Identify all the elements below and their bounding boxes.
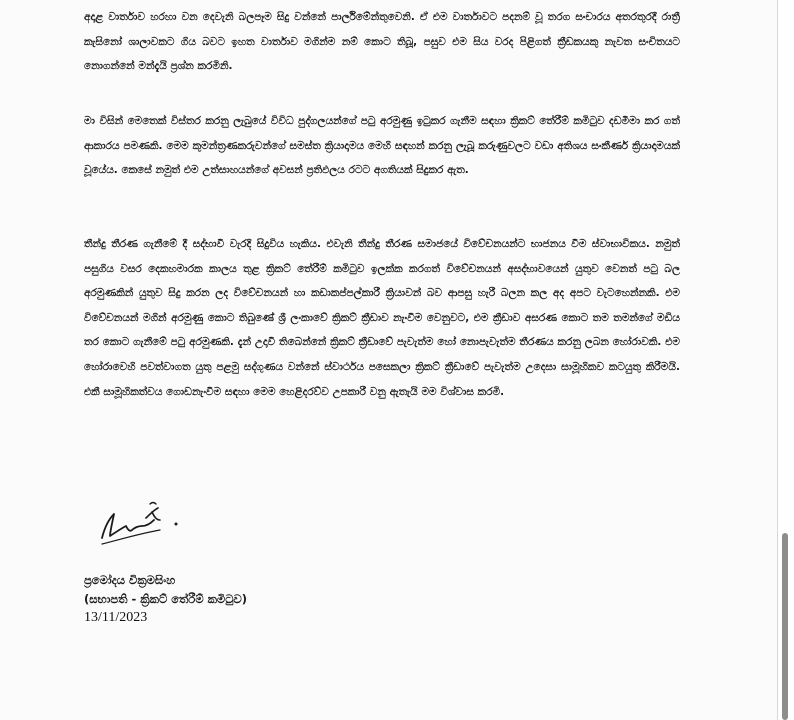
vertical-scrollbar[interactable] <box>777 0 794 720</box>
letter-paragraph-1: අදාළ වාර්තාව හරහා වන දෙවැනි බලපෑම සිදු වන්නේ පාර්ලිමේන්තුවෙනි. ඒ එම වාර්තාවට පදනම් වූ තරග සංචාරය අතරතුරදී රාත්‍රී කැසිනෝ ශාලාවකට ගිය බවට ඉහත වාර්තාව මගින්ම නම් කොට තිබූ, පසුව එම සිය වරද පිළිගත් ක්‍රීඩකයකු නැවත සංචිතයට නොගන්නේ මන්දැයි ප්‍රශ්න කරමිනි. <box>84 11 680 73</box>
letter-paragraph-2: මා විසින් මෙතෙක් විස්තර කරනු ලැබුයේ විවිධ පුද්ගලයන්ගේ පටු අරමුණු ඉටුකර ගැනීම සඳහා ක්‍රිකට් තේරීම් කමිටුව දඩමීමා කර ගත් ආකාරය පමණකි. මෙම කුමන්ත්‍රණකරුවන්ගේ සමස්ත ක්‍රියාදාමය මෙහි සඳහන් කරනු ලැබූ කරුණුවලට වඩා අතිශය සංකීර්ණ ක්‍රියාදාමයක් වූයේය. කෙසේ නමුත් එම උත්සාහයන්ගේ අවසන් ප්‍රතිඵලය රටට අගතියක් සිදුකර ඇත. <box>84 115 680 177</box>
scrollbar-thumb[interactable] <box>782 533 788 720</box>
letter-date: 13/11/2023 <box>84 610 148 625</box>
letter-paragraph-3: තීන්දු තීරණ ගැනීමේ දී සද්භාවී වැරදි සිදුවිය හැකිය. එවැනි තීන්දු තීරණ සමාජයේ විවේචනයන්ට භාජනය වීම ස්වාභාවිකය. නමුත් පසුගිය වසර දෙකහමාරක කාලය තුළ ක්‍රිකට් තේරීම් කමිටුව ඉලක්ක කරගත් විවේචනයන් අසද්භාවයෙන් යුතුව වෙනත් පටු බල අරමුණකින් යුතුව සිදු කරන ලද විවේචනයන් හා කඩාකප්පල්කාරී ක්‍රියාවන් බව ආපසු හැරී බලන කල අද අපට වැටහෙන්නකි. එම විවේචනයන් මගින් අරමුණු කොට තිබුණේ ශ්‍රී ලංකාවේ ක්‍රිකට් ක්‍රීඩාව නැංවීම වෙනුවට, එම ක්‍රීඩාව අසරණ කොට තම තමන්ගේ මඩිය තර කොට ගැනීමේ පටු අරමුණකි. දැන් උදාවී තිබෙන්නේ ක්‍රිකට් ක්‍රීඩාවේ පැවැත්ම හෝ නොපැවැත්ම තීරණය කරනු ලබන හෝරාවකි. එම හෝරාවෙහි පවත්වාගත යුතු පළමු සද්ගුණය වන්නේ ස්වාර්ථය පසෙකලා ක්‍රිකට් ක්‍රීඩාවේ පැවැත්ම උදෙසා සාමූහිකව කටයුතු කිරීමයි. එකී සාමූහිකත්වය ගොඩනැංවීම සඳහා මෙම හෙළිදරව්ව උපකාරී වනු ඇතැයි මම විශ්වාස කරමි. <box>84 238 680 398</box>
signatory-title: (සභාපති - ක්‍රිකට් තේරීම් කමිටුව) <box>84 592 247 606</box>
handwritten-signature-icon <box>88 490 198 558</box>
signatory-name: ප්‍රමෝදය වික්‍රමසිංහ <box>84 573 176 587</box>
signature-block <box>84 571 484 626</box>
